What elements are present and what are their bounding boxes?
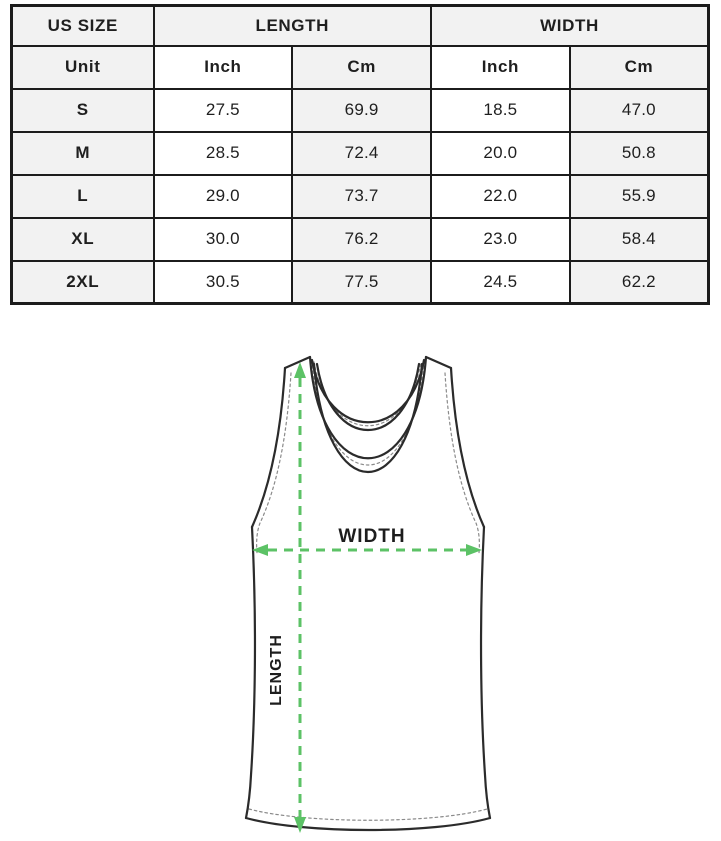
width-cm-value: 58.4 <box>570 218 709 261</box>
length-cm-value: 76.2 <box>292 218 431 261</box>
table-row-2xl <box>12 261 709 304</box>
table-row-s <box>12 89 709 132</box>
header-length: LENGTH <box>154 6 432 46</box>
tank-top-diagram <box>0 330 721 841</box>
header-length-inch: Inch <box>154 46 293 89</box>
width-cm-value: 55.9 <box>570 175 709 218</box>
length-label: LENGTH <box>268 634 285 706</box>
table-header-row-2 <box>12 46 709 89</box>
length-cm-value: 72.4 <box>292 132 431 175</box>
length-arrow <box>294 362 306 833</box>
width-cm-value: 62.2 <box>570 261 709 304</box>
size-label: 2XL <box>12 261 154 304</box>
tank-top-outline <box>246 357 490 830</box>
stitch-lines <box>249 358 487 820</box>
length-cm-value: 69.9 <box>292 89 431 132</box>
width-inch-value: 18.5 <box>431 89 570 132</box>
header-us-size: US SIZE <box>12 6 154 46</box>
arrow-down-icon <box>294 817 306 833</box>
size-label: XL <box>12 218 154 261</box>
header-width-inch: Inch <box>431 46 570 89</box>
length-inch-value: 27.5 <box>154 89 293 132</box>
header-width: WIDTH <box>431 6 709 46</box>
length-inch-value: 30.5 <box>154 261 293 304</box>
length-inch-value: 29.0 <box>154 175 293 218</box>
width-label: WIDTH <box>338 526 406 547</box>
width-cm-value: 47.0 <box>570 89 709 132</box>
size-label: L <box>12 175 154 218</box>
header-width-cm: Cm <box>570 46 709 89</box>
arrow-left-icon <box>252 544 268 556</box>
size-chart-table <box>10 4 710 305</box>
table-row-l <box>12 175 709 218</box>
length-cm-value: 77.5 <box>292 261 431 304</box>
width-inch-value: 23.0 <box>431 218 570 261</box>
width-inch-value: 24.5 <box>431 261 570 304</box>
table-row-m <box>12 132 709 175</box>
size-label: M <box>12 132 154 175</box>
header-length-cm: Cm <box>292 46 431 89</box>
table-row-xl <box>12 218 709 261</box>
length-cm-value: 73.7 <box>292 175 431 218</box>
size-label: S <box>12 89 154 132</box>
width-cm-value: 50.8 <box>570 132 709 175</box>
width-inch-value: 20.0 <box>431 132 570 175</box>
width-inch-value: 22.0 <box>431 175 570 218</box>
header-unit: Unit <box>12 46 154 89</box>
length-inch-value: 30.0 <box>154 218 293 261</box>
length-inch-value: 28.5 <box>154 132 293 175</box>
table-header-row-1 <box>12 6 709 46</box>
